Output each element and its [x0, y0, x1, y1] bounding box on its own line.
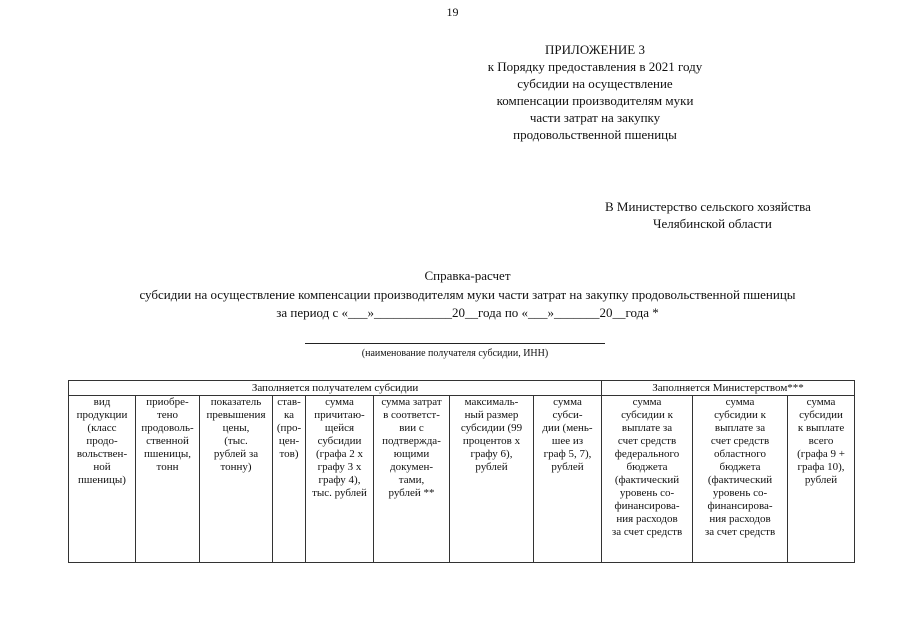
column-header-line: ной [93, 461, 111, 473]
column-header-line: за счет средств [611, 526, 683, 538]
column-header-line: субсидии (99 [460, 422, 523, 434]
column-header-line: рублей ** [388, 487, 435, 499]
column-header-line: цен- [278, 435, 300, 447]
column-header-line: (графа 9 + [797, 448, 845, 460]
column-header-line: выплате за [621, 422, 673, 434]
column-header-line: графу 6), [470, 448, 513, 460]
column-header-line: продоволь- [141, 422, 194, 434]
column-header-line: субсидии [799, 409, 843, 421]
column-header-line: рублей [551, 461, 584, 473]
column-header-line: рублей [475, 461, 508, 473]
column-header-line: выплате за [714, 422, 766, 434]
column-header-line: субсидии к [714, 409, 766, 421]
column-header-line: шее из [551, 435, 584, 447]
document-period: за период с «___»____________20__года по «___»_______20__года * [276, 305, 659, 320]
column-header-subsidy-due [306, 396, 374, 563]
column-header-line: сумма [325, 396, 354, 408]
column-header-line: сумма [725, 396, 755, 408]
column-header-line: субсидии [317, 435, 362, 447]
column-header-line: тонн [156, 461, 179, 473]
column-header-line: счет средств [617, 435, 677, 447]
column-header-line: за счет средств [704, 526, 776, 538]
column-header-line: (про- [276, 422, 302, 434]
column-header-line: тами, [398, 474, 425, 486]
recipient-address [605, 198, 865, 232]
column-header-costs-documented [374, 396, 450, 563]
column-header-line: сумма затрат [381, 396, 442, 408]
column-header-line: тыс. рублей [312, 487, 367, 499]
column-header-federal-payout [602, 396, 693, 563]
column-header-line: процентов х [462, 435, 521, 447]
column-header-line: тов) [279, 448, 299, 460]
column-header-line: областного [714, 448, 767, 460]
column-header-line: рублей [804, 474, 838, 486]
column-header-line: всего [808, 435, 834, 447]
column-header-line: (фактический [707, 474, 773, 486]
column-header-line: к выплате [797, 422, 845, 434]
column-header-line: федерального [614, 448, 680, 460]
column-header-line: рублей за [213, 448, 259, 460]
column-header-line: (графа 2 х [315, 448, 364, 460]
column-header-line: ка [283, 409, 295, 421]
column-header-product-type [69, 396, 136, 563]
column-header-regional-payout [693, 396, 788, 563]
column-header-line: бюджета [626, 461, 668, 473]
column-header-line: уровень со- [712, 487, 768, 499]
column-header-line: показатель [210, 396, 262, 408]
column-header-line: субсидии к [621, 409, 673, 421]
appendix-line: продовольственной пшеницы [513, 127, 677, 142]
column-header-line: сумма [632, 396, 662, 408]
appendix-line: к Порядку предоставления в 2021 году [487, 59, 703, 74]
column-header-line: субси- [552, 409, 583, 421]
column-header-line: подтвержда- [382, 435, 441, 447]
column-header-line: ющими [393, 448, 430, 460]
column-header-line: цены, [222, 422, 250, 434]
column-header-line: щейся [324, 422, 355, 434]
group-header-ministry: Заполняется Министерством*** [602, 381, 855, 396]
column-header-line: вии с [399, 422, 424, 434]
recipient-line: В Министерство сельского хозяйства [605, 199, 811, 214]
column-header-line: (фактический [614, 474, 680, 486]
column-header-line: ный размер [464, 409, 519, 421]
subsidy-calculation-table [68, 380, 855, 563]
column-header-max-subsidy [450, 396, 534, 563]
column-header-line: вольствен- [76, 448, 128, 460]
column-header-line: тено [156, 409, 179, 421]
recipient-name-line [305, 343, 605, 344]
column-header-line: превышения [206, 409, 266, 421]
column-header-line: (тыс. [224, 435, 248, 447]
group-header-recipient: Заполняется получателем субсидии [69, 381, 602, 396]
document-subtitle: субсидии на осуществление компенсации производителям муки части затрат на закупку продовольственной пшеницы [139, 287, 796, 302]
column-header-line: ственной [146, 435, 189, 447]
column-header-line: пшеницы) [78, 474, 126, 486]
document-title: Справка-расчет [424, 268, 511, 283]
column-header-line: ния расходов [616, 513, 678, 525]
column-header-line: в соответст- [383, 409, 440, 421]
column-header-line: причитаю- [314, 409, 365, 421]
column-header-rate [273, 396, 306, 563]
column-header-line: пшеницы, [143, 448, 192, 460]
column-header-line: став- [277, 396, 301, 408]
recipient-line: Челябинской области [653, 216, 772, 231]
column-header-line: (класс [87, 422, 117, 434]
column-header-line: бюджета [719, 461, 761, 473]
column-header-line: граф 5, 7), [543, 448, 592, 460]
column-header-line: вид [93, 396, 111, 408]
column-header-line: тонну) [220, 461, 252, 473]
column-header-line: продукции [76, 409, 128, 421]
recipient-name-caption: (наименование получателя субсидии, ИНН) [361, 348, 549, 359]
appendix-line: субсидии на осуществление [517, 76, 673, 91]
column-header-line: приобре- [146, 396, 189, 408]
column-header-line: счет средств [710, 435, 770, 447]
column-header-line: графу 3 х [317, 461, 362, 473]
column-header-line: дии (мень- [542, 422, 593, 434]
column-header-price-excess [200, 396, 273, 563]
appendix-line: компенсации производителям муки [496, 93, 694, 108]
column-header-line: сумма [553, 396, 582, 408]
column-header-line: ния расходов [709, 513, 771, 525]
column-header-subsidy-amount [534, 396, 602, 563]
appendix-line: части затрат на закупку [529, 110, 661, 125]
column-header-line: финансирова- [707, 500, 773, 512]
column-header-line: графу 4), [318, 474, 361, 486]
column-header-total-payout [788, 396, 855, 563]
column-header-line: продо- [86, 435, 118, 447]
column-header-line: максималь- [464, 396, 519, 408]
column-header-line: сумма [806, 396, 836, 408]
page-number: 19 [446, 5, 459, 19]
column-header-wheat-purchased [136, 396, 200, 563]
column-header-line: графа 10), [797, 461, 845, 473]
appendix-block [487, 42, 905, 143]
column-header-line: финансирова- [614, 500, 680, 512]
appendix-title: ПРИЛОЖЕНИЕ 3 [545, 42, 645, 57]
column-header-line: уровень со- [619, 487, 675, 499]
column-header-line: докумен- [389, 461, 434, 473]
